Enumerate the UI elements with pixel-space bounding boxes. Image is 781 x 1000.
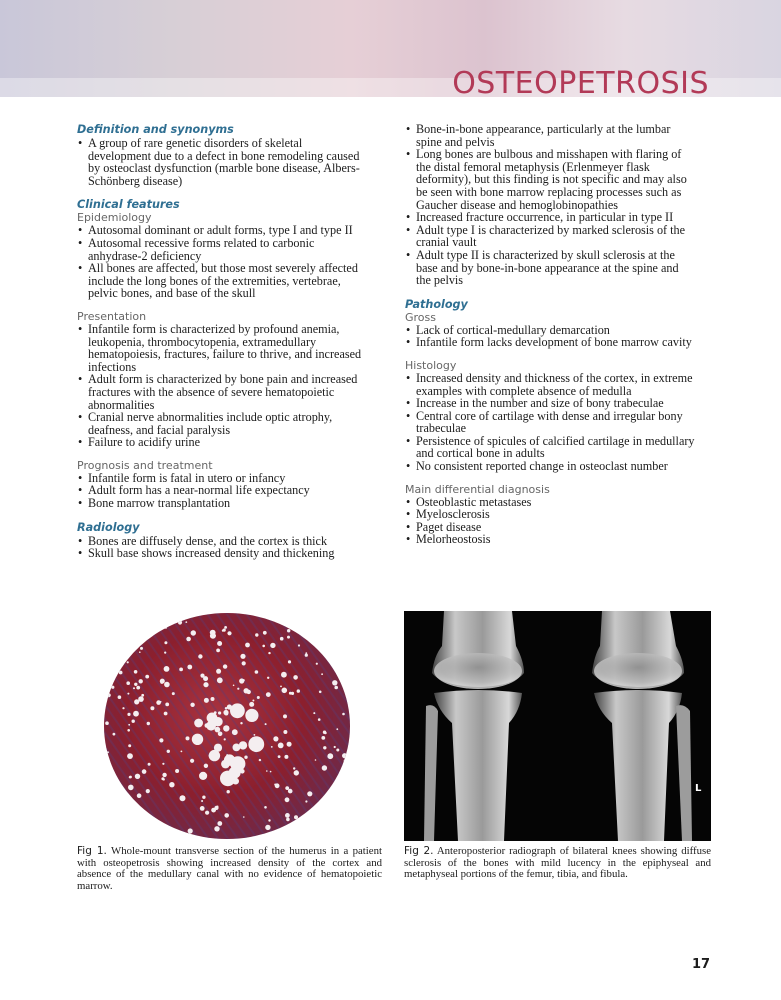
marrow-pore [288,660,291,663]
marrow-pore [128,724,130,726]
marrow-pore [285,813,290,818]
marrow-pore [284,755,288,759]
marrow-pore [218,732,223,737]
marrow-pore [105,721,109,725]
list-item: • Central core of cartilage with dense and irregular bony trabeculae [405,410,695,435]
marrow-pore [287,629,290,632]
right-column [405,123,695,546]
marrow-pore [160,681,163,684]
marrow-pore [139,651,141,653]
marrow-pore [210,630,216,636]
marrow-pore [278,743,284,749]
marrow-pore [224,738,226,740]
marrow-pore [106,829,110,833]
marrow-pore [282,688,288,694]
list-item: • Infantile form is fatal in utero or infancy [77,472,367,485]
marrow-pore [265,723,267,725]
marrow-pore [267,677,269,679]
figure-2-label: Fig 2. [404,845,434,857]
marrow-pore [307,824,310,827]
differential-list [405,496,695,546]
marrow-pore [187,665,192,670]
marrow-pore [111,686,114,689]
radiograph-svg [404,611,711,841]
marrow-pore [126,630,128,632]
marrow-pore [181,751,183,753]
marrow-pore [287,636,290,639]
marrow-pore [332,680,337,685]
marrow-pore [110,789,112,791]
marrow-pore [336,728,338,730]
marrow-pore [162,773,166,777]
marrow-pore [113,733,116,736]
marrow-pore [126,681,130,685]
marrow-pore [326,636,329,639]
marrow-pore [313,712,315,714]
differential-heading: Main differential diagnosis [405,482,550,496]
radiology-heading: Radiology [77,520,140,534]
marrow-pore [160,701,162,703]
list-item: • Failure to acidify urine [77,436,367,449]
marrow-pore [142,769,147,774]
gross-heading: Gross [405,310,436,324]
marrow-pore [271,746,273,748]
central-cavity-pore [248,736,264,752]
marrow-pore [164,682,170,688]
list-item: • Increased fracture occurrence, in particular in type II [405,211,695,224]
marrow-pore [186,736,190,740]
list-item: • Autosomal recessive forms related to carbonic anhydrase-2 deficiency [77,237,367,262]
marrow-pore [281,672,287,678]
marrow-pore [127,729,130,732]
figure-2-caption-text: Anteroposterior radiograph of bilateral knees showing diffuse sclerosis of the bones with mild lucency in the epiphyseal and metaphyseal portions of the femur, tibia, and fibula. [404,845,711,881]
clinical-features-heading: Clinical features [77,198,180,212]
marrow-pore [305,654,308,657]
marrow-pore [164,626,167,629]
list-item: • Increased density and thickness of the cortex, in extreme examples with complete absence of medulla [405,372,695,397]
figure-2-caption [404,846,711,881]
marrow-pore [321,736,325,740]
marrow-pore [249,702,254,707]
marrow-pore [217,677,223,683]
marrow-pore [255,633,258,636]
marrow-pore [211,697,215,701]
marrow-pore [240,654,245,659]
marrow-pore [185,621,187,623]
marrow-pore [259,759,261,761]
marrow-pore [294,815,298,819]
marrow-pore [124,807,128,811]
page-title: OSTEOPETROSIS [452,66,709,101]
marrow-pore [227,790,230,793]
marrow-pore [137,793,142,798]
figure-2-radiograph-image [404,611,711,841]
marrow-pore [198,654,202,658]
definition-heading: Definition and synonyms [77,123,234,136]
marrow-pore [106,659,110,663]
marrow-pore [244,688,249,693]
marrow-pore [217,821,222,826]
marrow-pore [132,720,135,723]
marrow-pore [127,753,133,759]
marrow-pore [289,692,292,695]
marrow-pore [109,787,112,790]
marrow-pore [319,691,322,694]
list-item: • Adult type II is characterized by skull sclerosis at the base and by bone-in-bone appearance at the spine and the pelvis [405,249,695,287]
marrow-pore [297,689,300,692]
radiology-list-left [77,535,367,560]
marrow-pore [342,713,345,716]
marrow-pore [188,828,193,833]
marrow-pore [127,713,130,716]
list-item: • Lack of cortical-medullary demarcation [405,324,695,337]
marrow-pore [179,668,183,672]
marrow-pore [205,811,209,815]
list-item: • Infantile form lacks development of bone marrow cavity [405,336,695,349]
marrow-pore [268,652,270,654]
marrow-pore [342,753,347,758]
presentation-list [77,323,367,449]
marrow-pore [150,706,154,710]
central-cavity-pore [232,778,239,785]
central-cavity-pore [207,713,218,724]
marrow-pore [217,806,219,808]
central-cavity-pore [192,734,203,745]
marrow-pore [136,686,140,690]
marrow-pore [288,789,293,794]
marrow-pore [107,781,111,785]
epidemiology-heading: Epidemiology [77,211,152,225]
marrow-pore [105,663,111,669]
list-item: • Bone-in-bone appearance, particularly at the lumbar spine and pelvis [405,123,695,148]
marrow-pore [328,621,333,626]
marrow-pore [138,696,144,702]
marrow-pore [294,770,299,775]
marrow-pore [265,825,270,830]
list-item: • A group of rare genetic disorders of skeletal development due to a defect in bone remodeling caused by osteoclast dysfunction (marble bone disease, Albers-Schönberg disease) [77,137,367,187]
central-cavity-pore [233,744,241,752]
marrow-pore [201,800,203,802]
list-item: • Paget disease [405,521,695,534]
marrow-pore [147,722,150,725]
marrow-pore [148,630,150,632]
marrow-pore [222,630,224,632]
marrow-pore [283,714,287,718]
marrow-pore [252,700,254,702]
marrow-pore [293,675,298,680]
marrow-pore [134,670,138,674]
marrow-pore [264,806,267,809]
marrow-pore [346,618,348,620]
histology-heading: Histology [405,358,457,372]
marrow-pore [190,703,194,707]
marrow-pore [237,688,239,690]
marrow-pore [134,683,137,686]
marrow-pore [137,616,142,621]
marrow-pore [232,729,238,735]
marrow-pore [334,686,338,690]
list-item: • Long bones are bulbous and misshapen with flaring of the distal femoral metaphysis (Erlenmeyer flask deformity), but this finding is not specific and may also be seen with bone marrow replacing processes such as Gaucher disease and hemoglobinopathies [405,148,695,211]
marrow-pore [107,693,111,697]
marrow-pore [200,806,205,811]
left-column [77,123,367,560]
marrow-pore [332,791,335,794]
marrow-pore [203,682,208,687]
marrow-pore [287,620,290,623]
marrow-pore [318,823,321,826]
marrow-pore [202,796,205,799]
marrow-pore [275,783,280,788]
marrow-pore [243,679,245,681]
list-item: • Bone marrow transplantation [77,497,367,510]
marrow-pore [276,831,278,833]
marrow-pore [293,767,295,769]
prognosis-list [77,472,367,510]
marrow-pore [148,763,151,766]
marrow-pore [128,785,134,791]
marrow-pore [141,694,144,697]
page-number: 17 [692,957,711,972]
central-cavity-pore [199,772,207,780]
marrow-pore [227,631,231,635]
list-item: • All bones are affected, but those most severely affected include the long bones of the extremities, vertebrae, pelvic bones, and base of the skull [77,262,367,300]
marrow-pore [295,833,297,835]
list-item: • Myelosclerosis [405,508,695,521]
marrow-pore [298,644,300,646]
marrow-pore [159,738,163,742]
marrow-pore [204,764,208,768]
marrow-pore [270,643,275,648]
marrow-pore [211,808,216,813]
marrow-pore [280,686,282,688]
figure-1-histology-image [77,611,382,839]
marrow-pore [136,641,138,643]
marrow-pore [164,652,166,654]
marrow-pore [224,626,227,629]
marrow-pore [116,820,122,826]
marrow-pore [278,755,281,758]
marrow-pore [268,819,270,821]
marrow-pore [165,703,169,707]
gross-list [405,324,695,349]
marrow-pore [321,637,324,640]
marrow-pore [146,789,150,793]
marrow-pore [216,649,220,653]
list-item: • Infantile form is characterized by profound anemia, leukopenia, thrombocytopenia, extramedullary hematopoiesis, fractures, failure to thrive, and increased infections [77,323,367,373]
marrow-pore [200,674,204,678]
marrow-pore [323,746,326,749]
marrow-pore [338,632,343,637]
central-cavity-pore [209,752,216,759]
marrow-pore [175,769,179,773]
marrow-pore [340,654,342,656]
marrow-pore [224,813,229,818]
marrow-pore [173,614,177,618]
marrow-pore [167,750,170,753]
marrow-pore [321,673,323,675]
marrow-pore [283,730,287,734]
epidemiology-list [77,224,367,300]
marrow-pore [285,786,289,790]
figure-1-label: Fig 1. [77,845,107,857]
histology-section-svg [77,611,382,839]
marrow-pore [286,818,290,822]
marrow-pore [338,811,341,814]
marrow-pore [280,637,284,641]
list-item: • Melorheostosis [405,533,695,546]
list-item: • Increase in the number and size of bony trabeculae [405,397,695,410]
marrow-pore [334,746,336,748]
list-item: • Bones are diffusely dense, and the cortex is thick [77,535,367,548]
marrow-pore [336,789,342,795]
list-item: • Adult form is characterized by bone pain and increased fractures with the absence of severe hematopoietic abnormalities [77,373,367,411]
marrow-pore [125,819,128,822]
marrow-pore [110,655,113,658]
marrow-pore [119,671,123,675]
central-cavity-pore [223,725,229,731]
list-item: • No consistent reported change in osteoclast number [405,460,695,473]
marrow-pore [273,736,278,741]
marrow-pore [344,760,346,762]
figure-1-caption-text: Whole-mount transverse section of the humerus in a patient with osteopetrosis showing increased density of the cortex and absence of the medullary canal with no evidence of hematopoietic marrow. [77,845,382,892]
radiograph-side-marker: L [695,783,702,794]
marrow-pore [204,698,209,703]
marrow-pore [266,770,268,772]
marrow-pore [169,782,174,787]
list-item: • Osteoblastic metastases [405,496,695,509]
marrow-pore [139,679,143,683]
marrow-pore [180,795,186,801]
marrow-pore [270,771,272,773]
central-cavity-pore [194,719,203,728]
marrow-pore [233,685,235,687]
marrow-pore [218,711,221,714]
marrow-pore [145,675,149,679]
central-cavity-pore [245,709,258,722]
list-item: • Cranial nerve abnormalities include optic atrophy, deafness, and facial paralysis [77,411,367,436]
marrow-pore [140,647,143,650]
marrow-pore [172,692,175,695]
marrow-pore [285,797,290,802]
figure-1-caption [77,846,382,892]
marrow-pore [126,650,130,654]
marrow-pore [263,631,267,635]
marrow-pore [262,645,265,648]
marrow-pore [161,777,164,780]
marrow-pore [186,637,191,642]
marrow-pore [133,687,135,689]
marrow-pore [164,666,170,672]
marrow-pore [191,630,196,635]
marrow-pore [322,765,327,770]
marrow-pore [315,759,317,761]
definition-list [77,137,367,187]
marrow-pore [164,712,168,716]
marrow-pore [164,641,167,644]
marrow-pore [342,673,344,675]
marrow-pore [122,707,124,709]
marrow-pore [127,693,129,695]
marrow-pore [255,670,259,674]
marrow-pore [327,753,333,759]
marrow-pore [240,722,242,724]
marrow-pore [287,742,292,747]
marrow-pore [257,696,260,699]
marrow-pore [214,826,219,831]
marrow-pore [125,619,129,623]
marrow-pore [337,817,342,822]
radiology-list-right [405,123,695,287]
marrow-pore [336,749,339,752]
marrow-pore [318,718,321,721]
presentation-heading: Presentation [77,309,147,323]
marrow-pore [135,774,140,779]
marrow-pore [223,664,227,668]
marrow-pore [118,695,122,699]
marrow-pore [244,756,247,759]
marrow-pore [254,734,256,736]
marrow-pore [178,620,182,624]
list-item: • Persistence of spicules of calcified cartilage in medullary and cortical bone in adults [405,435,695,460]
list-item: • Autosomal dominant or adult forms, type I and type II [77,224,367,237]
marrow-pore [162,763,164,765]
marrow-pore [190,759,194,763]
list-item: • Skull base shows increased density and thickening [77,547,367,560]
pathology-heading: Pathology [405,297,468,311]
marrow-pore [305,800,307,802]
marrow-pore [324,732,327,735]
list-item: • Adult type I is characterized by marked sclerosis of the cranial vault [405,224,695,249]
prognosis-heading: Prognosis and treatment [77,458,213,472]
marrow-pore [327,652,329,654]
central-cavity-pore [214,744,222,752]
marrow-pore [334,615,337,618]
marrow-pore [133,711,139,717]
marrow-pore [128,744,131,747]
histology-list [405,372,695,473]
marrow-pore [242,661,246,665]
marrow-pore [343,800,348,805]
marrow-pore [216,669,221,674]
marrow-pore [143,816,147,820]
marrow-pore [245,643,250,648]
marrow-pore [127,661,129,663]
marrow-pore [129,776,132,779]
central-cavity-pore [221,760,230,769]
marrow-pore [217,641,222,646]
marrow-pore [144,614,149,619]
marrow-pore [107,751,109,753]
marrow-pore [316,663,318,665]
central-cavity-pore [229,767,241,779]
list-item: • Adult form has a near-normal life expectancy [77,484,367,497]
marrow-pore [307,791,312,796]
marrow-pore [134,812,139,817]
marrow-pore [224,712,228,716]
marrow-pore [243,816,245,818]
central-cavity-pore [230,703,245,718]
marrow-pore [266,692,271,697]
